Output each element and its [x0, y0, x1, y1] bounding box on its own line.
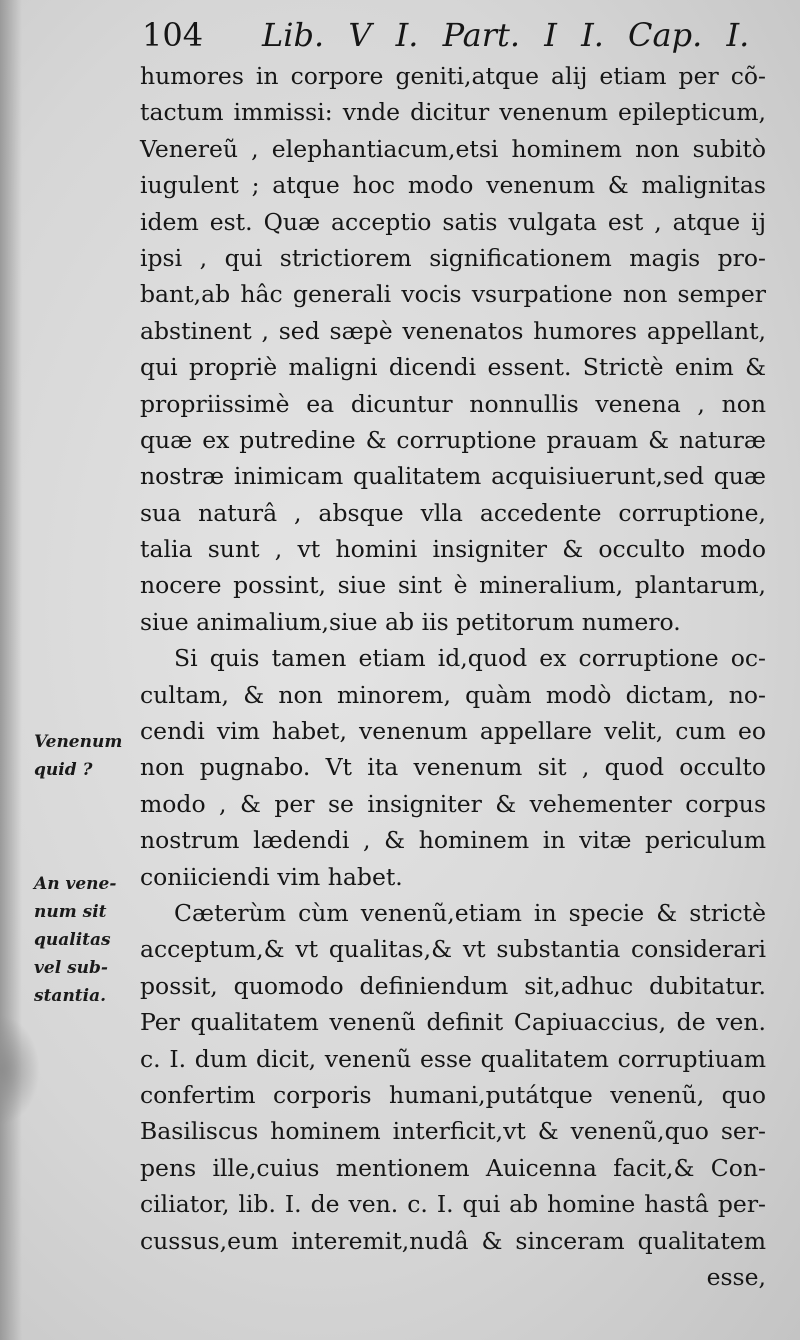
page-header [142, 14, 762, 56]
text-line: Si quis tamen etiam id,quod ex corruptione oc- [174, 644, 766, 673]
text-line: c. I. dum dicit, venenũ esse qualitatem corruptiuam [140, 1044, 766, 1073]
margin-note-line: quid ? [34, 760, 93, 780]
catchword: esse, [706, 1262, 766, 1291]
text-line: Cæterùm cùm venenũ,etiam in specie & strictè [174, 898, 766, 927]
margin-note-an-venenum [34, 870, 134, 1010]
text-line: qui propriè maligni dicendi essent. Strictè enim & [140, 353, 766, 382]
margin-note-line: num sit [34, 902, 107, 922]
page-number: 104 [142, 16, 204, 54]
text-line: iugulent ; atque hoc modo venenum & malignitas [140, 171, 766, 200]
text-line: abstinent , sed sæpè venenatos humores appellant, [140, 316, 766, 345]
text-line: tactum immissi: vnde dicitur venenum epilepticum, [140, 98, 766, 127]
text-line: non pugnabo. Vt ita venenum sit , quod occulto [140, 753, 766, 782]
text-line: nocere possint, siue sint è mineralium, plantarum, [140, 571, 766, 600]
text-line: Basiliscus hominem interficit,vt & venenũ,quo ser- [140, 1117, 766, 1146]
text-line: siue animalium,siue ab iis petitorum numero. [140, 607, 681, 636]
text-line: cultam, & non minorem, quàm modò dictam, no- [140, 680, 766, 709]
running-head: Lib. V I. Part. I I. Cap. I. [262, 16, 750, 54]
text-line: ciliator, lib. I. de ven. c. I. qui ab homine hastâ per- [140, 1190, 766, 1219]
margin-note-line: vel sub- [34, 958, 108, 978]
margin-note-line: stantia. [34, 986, 107, 1006]
text-line: nostrum lædendi , & hominem in vitæ periculum [140, 826, 766, 855]
paper-stain [0, 1015, 40, 1125]
text-line: ipsi , qui strictiorem significationem magis pro- [140, 243, 766, 272]
text-line: possit, quomodo definiendum sit,adhuc dubitatur. [140, 971, 766, 1000]
gutter-shadow [0, 0, 22, 1340]
text-line: quæ ex putredine & corruptione prauam & naturæ [140, 425, 766, 454]
margin-note-venenum-quid [34, 728, 134, 784]
text-line: confertim corporis humani,putátque venenũ, quo [140, 1080, 766, 1109]
text-line: idem est. Quæ acceptio satis vulgata est , atque ij [140, 207, 766, 236]
text-line: cendi vim habet, venenum appellare velit, cum eo [140, 717, 766, 746]
text-line: talia sunt , vt homini insigniter & occulto modo [140, 535, 766, 564]
body-text [140, 58, 766, 1295]
text-line: modo , & per se insigniter & vehementer corpus [140, 789, 766, 818]
text-line: propriissimè ea dicuntur nonnullis venena , non [140, 389, 766, 418]
text-line: Per qualitatem venenũ definit Capiuaccius, de ven. [140, 1008, 766, 1037]
text-line: coniiciendi vim habet. [140, 862, 403, 891]
margin-note-line: An vene- [34, 874, 117, 894]
text-line: humores in corpore geniti,atque alij etiam per cõ- [140, 62, 766, 90]
text-line: Venereũ , elephantiacum,etsi hominem non subitò [140, 134, 766, 163]
text-line: sua naturâ , absque vlla accedente corruptione, [140, 498, 766, 527]
text-line: acceptum,& vt qualitas,& vt substantia considerari [140, 935, 766, 964]
text-line: nostræ inimicam qualitatem acquisiuerunt,sed quæ [140, 462, 766, 491]
text-line: cussus,eum interemit,nudâ & sinceram qualitatem [140, 1226, 766, 1255]
text-line: pens ille,cuius mentionem Auicenna facit,& Con- [140, 1153, 766, 1182]
text-line: bant,ab hâc generali vocis vsurpatione non semper [140, 280, 766, 309]
margin-note-line: Venenum [34, 732, 123, 752]
margin-note-line: qualitas [34, 930, 111, 950]
